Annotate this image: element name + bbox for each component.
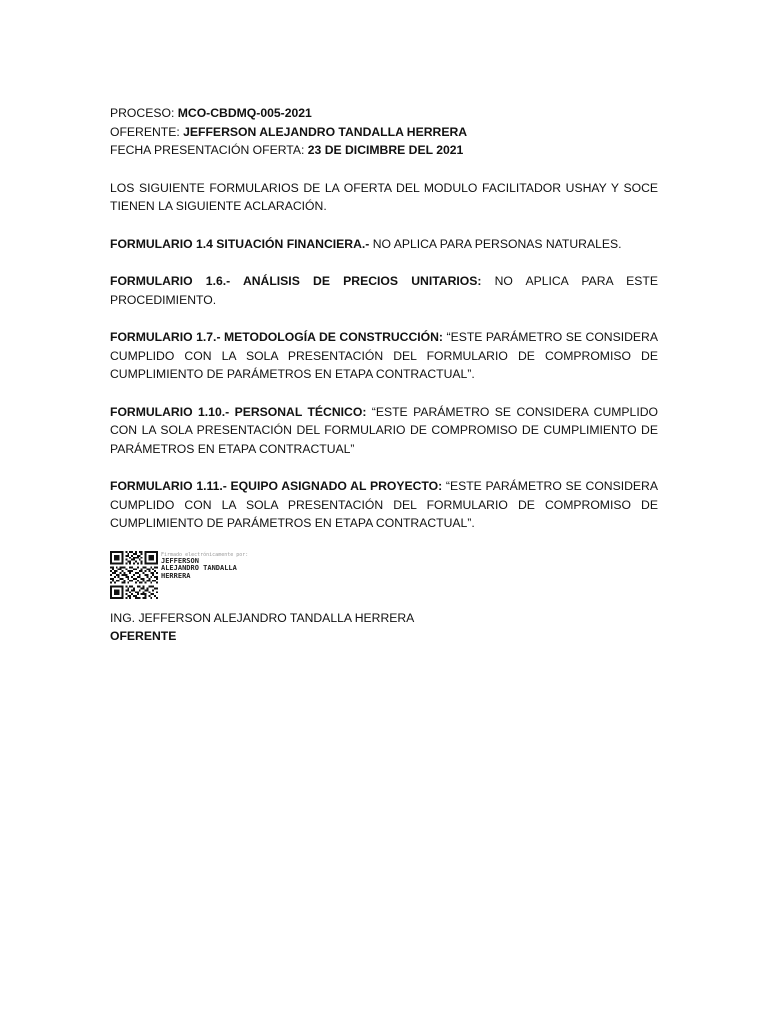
fecha-value: 23 DE DICIMBRE DEL 2021 xyxy=(307,143,464,157)
signature-name-line: JEFFERSON xyxy=(161,556,199,565)
form-text: “ESTE PARÁMETRO SE CONSIDERA CUMPLIDO CON LA SOLA PRESENTACIÓN DEL FORMULARIO DE COMPROMISO DE CUMPLIMIENTO DE PARÁMETROS EN ETAPA CONTRACTUAL”. xyxy=(110,330,658,381)
form-1-6-paragraph xyxy=(110,272,658,309)
proceso-line xyxy=(110,104,658,123)
signature-text xyxy=(161,551,248,581)
fecha-line xyxy=(110,141,658,160)
proceso-value: MCO-CBDMQ-005-2021 xyxy=(177,106,312,120)
intro-paragraph: LOS SIGUIENTE FORMULARIOS DE LA OFERTA DEL MODULO FACILITADOR USHAY Y SOCE TIENEN LA SIGUIENTE ACLARACIÓN. xyxy=(110,180,658,213)
signature-caption: Firmado electrónicamente por: xyxy=(161,551,249,558)
form-1-4-paragraph xyxy=(110,235,658,254)
closing-name: ING. JEFFERSON ALEJANDRO TANDALLA HERRERA xyxy=(110,610,415,625)
electronic-signature xyxy=(110,551,658,599)
signature-name-line: HERRERA xyxy=(161,571,191,580)
form-text: NO APLICA PARA PERSONAS NATURALES. xyxy=(369,236,622,251)
form-text: NO APLICA PARA ESTE PROCEDIMIENTO. xyxy=(110,274,658,307)
proceso-label: PROCESO: xyxy=(110,106,175,120)
oferente-label: OFERENTE: xyxy=(110,124,180,139)
qr-code-icon xyxy=(110,551,158,599)
oferente-value: JEFFERSON ALEJANDRO TANDALLA HERRERA xyxy=(183,124,468,139)
form-title: FORMULARIO 1.10.- PERSONAL TÉCNICO: xyxy=(110,404,367,419)
form-1-11-paragraph xyxy=(110,477,658,533)
oferente-line xyxy=(110,123,658,142)
document-header xyxy=(110,104,658,160)
closing-role: OFERENTE xyxy=(110,629,177,643)
form-title: FORMULARIO 1.4 SITUACIÓN FINANCIERA.- xyxy=(110,236,370,251)
form-1-7-paragraph xyxy=(110,328,658,384)
form-text: “ESTE PARÁMETRO SE CONSIDERA CUMPLIDO CON LA SOLA PRESENTACIÓN DEL FORMULARIO DE COMPROMISO DE CUMPLIMIENTO DE PARÁMETROS EN ETAPA CONTRACTUAL” xyxy=(110,404,658,456)
form-title: FORMULARIO 1.6.- ANÁLISIS DE PRECIOS UNITARIOS: xyxy=(110,274,482,288)
form-1-10-paragraph xyxy=(110,403,658,459)
closing-block xyxy=(110,609,658,646)
form-title: FORMULARIO 1.11.- EQUIPO ASIGNADO AL PROYECTO: xyxy=(110,479,443,493)
form-text: “ESTE PARÁMETRO SE CONSIDERA CUMPLIDO CON LA SOLA PRESENTACIÓN DEL FORMULARIO DE COMPROMISO DE CUMPLIMIENTO DE PARÁMETROS EN ETAPA CONTRACTUAL”. xyxy=(110,479,658,530)
form-title: FORMULARIO 1.7.- METODOLOGÍA DE CONSTRUCCIÓN: xyxy=(110,330,443,344)
fecha-label: FECHA PRESENTACIÓN OFERTA: xyxy=(110,143,305,157)
signature-name-line: ALEJANDRO TANDALLA xyxy=(161,564,237,573)
document-page xyxy=(110,104,658,646)
